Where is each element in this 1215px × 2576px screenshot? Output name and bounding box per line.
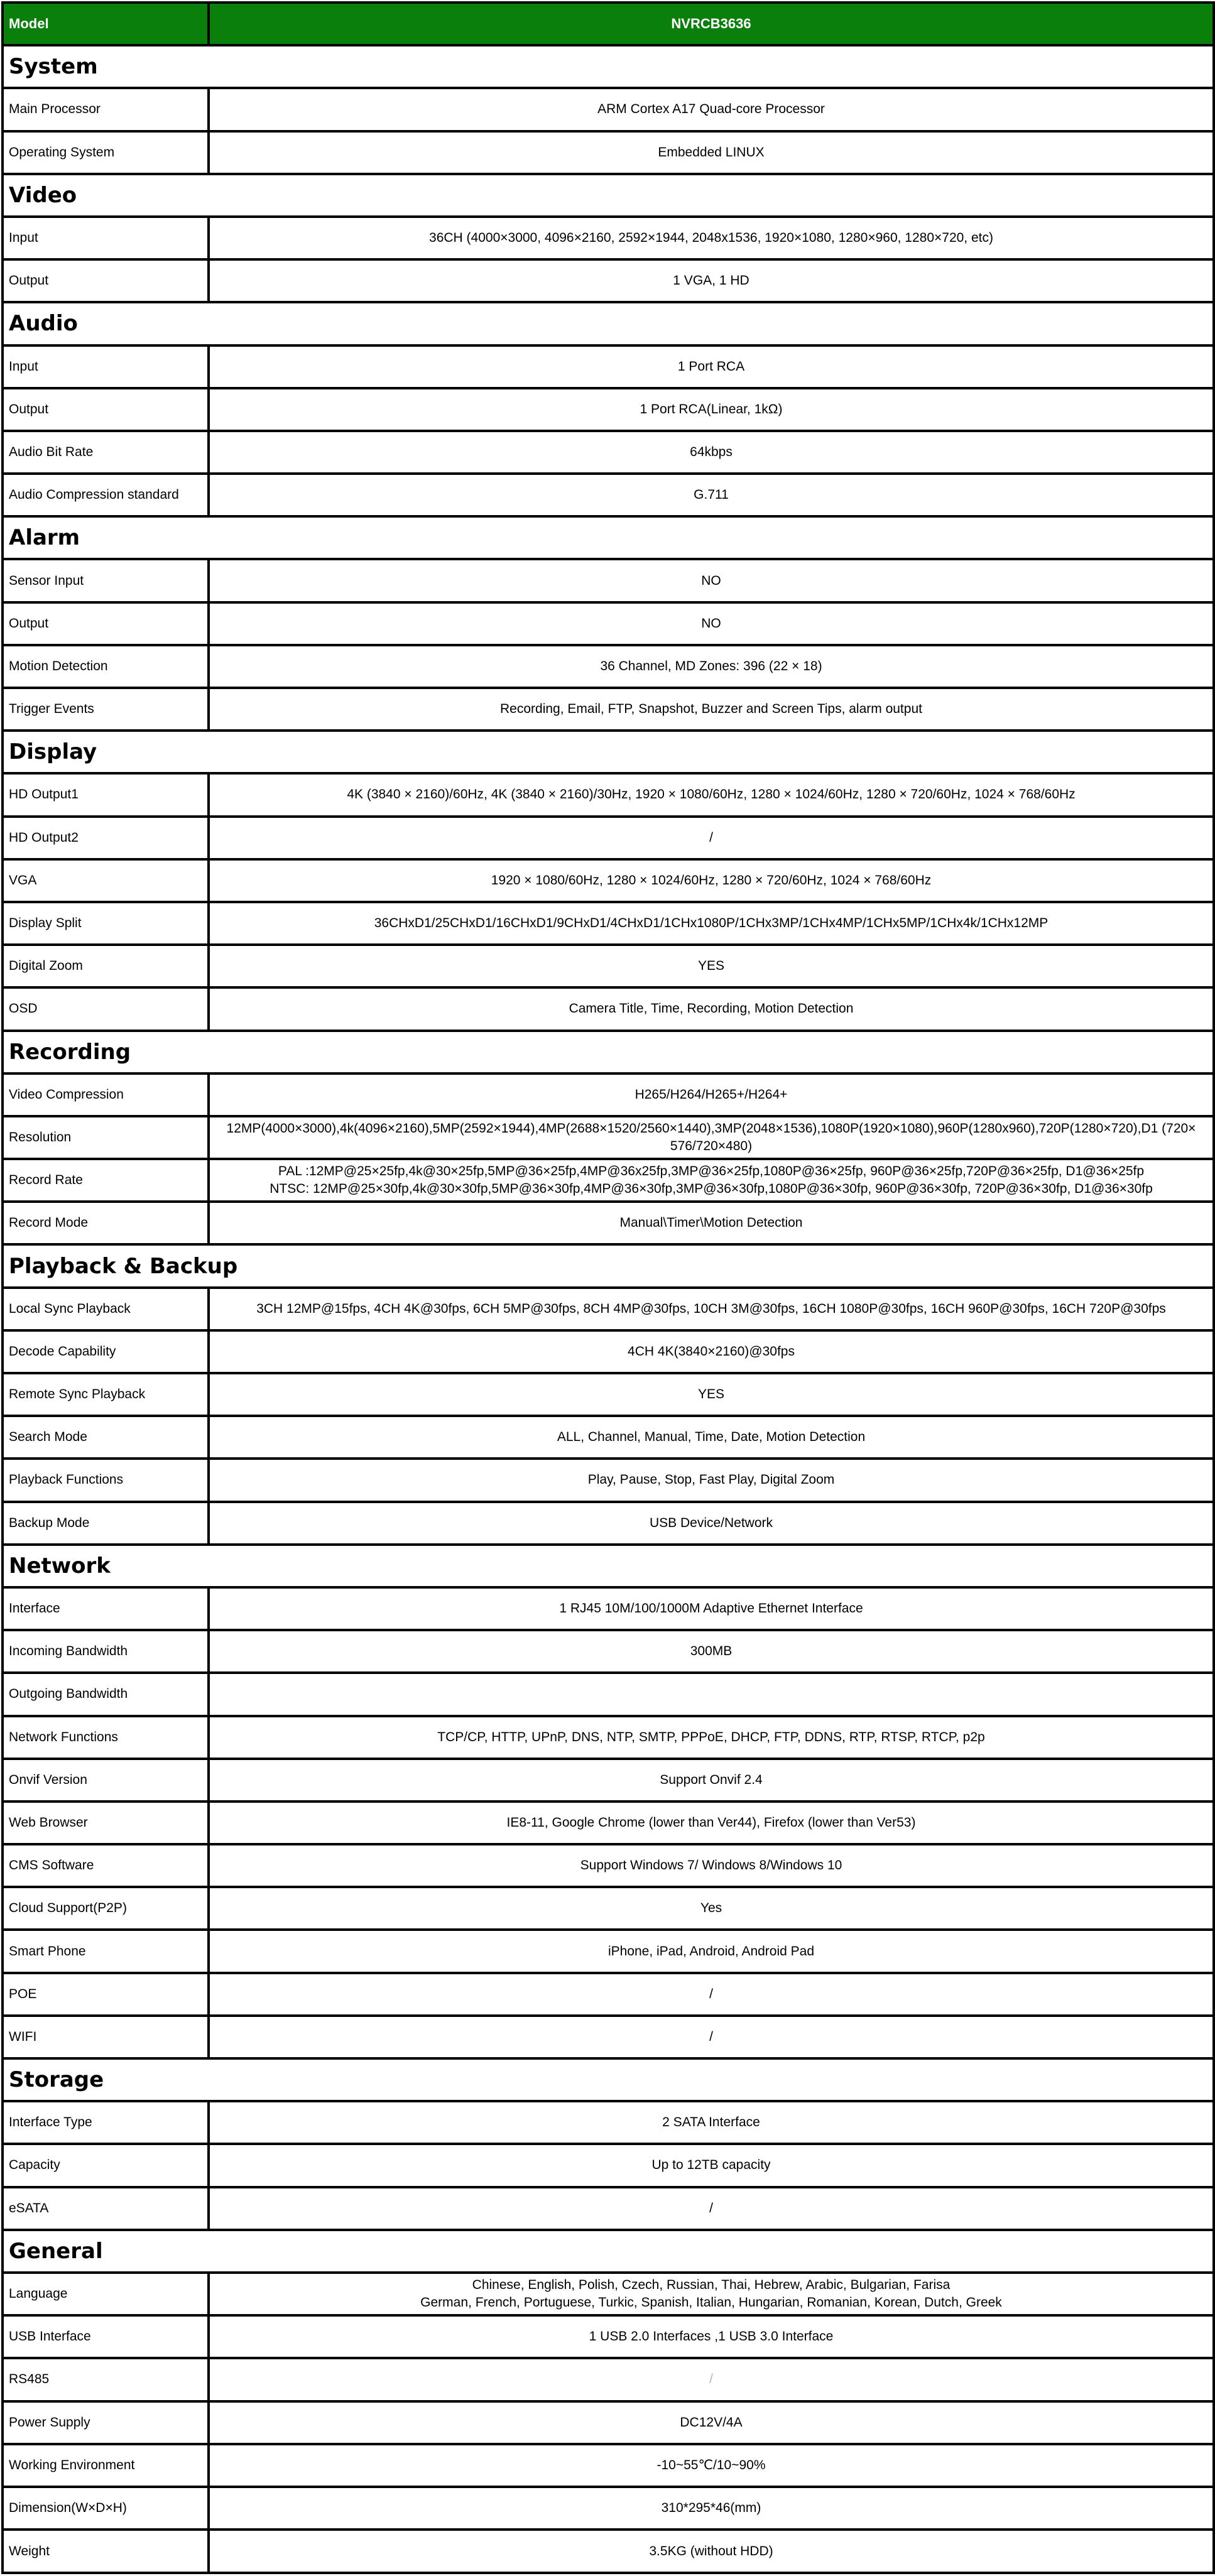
spec-row-playback-backup-decode-capability <box>3 1330 1214 1373</box>
spec-value <box>209 1630 1214 1673</box>
spec-label: RS485 <box>3 2358 209 2401</box>
spec-label: Decode Capability <box>3 1330 209 1373</box>
spec-label: CMS Software <box>3 1844 209 1887</box>
spec-row-recording-resolution <box>3 1116 1214 1159</box>
spec-row-general-working-environment <box>3 2444 1214 2487</box>
spec-value-line: Camera Title, Time, Recording, Motion Detection <box>569 1001 854 1016</box>
spec-label: Weight <box>3 2530 209 2573</box>
spec-value <box>209 1202 1214 1244</box>
spec-label: Operating System <box>3 131 209 174</box>
spec-row-audio-input <box>3 345 1214 388</box>
spec-label: Backup Mode <box>3 1502 209 1545</box>
spec-value-line: iPhone, iPad, Android, Android Pad <box>608 1943 815 1959</box>
section-title: Video <box>3 174 1214 217</box>
section-title: Display <box>3 731 1214 773</box>
spec-value <box>209 2016 1214 2058</box>
spec-label: OSD <box>3 987 209 1030</box>
spec-value <box>209 1716 1214 1759</box>
section-row-general <box>3 2230 1214 2273</box>
spec-value <box>209 602 1214 645</box>
section-row-playback-backup <box>3 1244 1214 1287</box>
spec-value-line: ARM Cortex A17 Quad-core Processor <box>597 102 825 117</box>
spec-value-line: ALL, Channel, Manual, Time, Date, Motion Detection <box>557 1430 866 1445</box>
spec-label: Digital Zoom <box>3 945 209 987</box>
spec-value <box>209 2273 1214 2315</box>
spec-value-line: / <box>709 2029 713 2044</box>
spec-row-storage-interface-type <box>3 2101 1214 2144</box>
spec-label: Video Compression <box>3 1073 209 1116</box>
spec-label: Audio Bit Rate <box>3 431 209 474</box>
spec-value-line: YES <box>697 1387 725 1402</box>
spec-row-general-power-supply <box>3 2401 1214 2444</box>
spec-value <box>209 1373 1214 1416</box>
spec-value <box>209 1587 1214 1630</box>
spec-row-audio-audio-bit-rate <box>3 431 1214 474</box>
spec-row-general-language <box>3 2273 1214 2315</box>
section-title: Recording <box>3 1031 1214 1073</box>
spec-label: Smart Phone <box>3 1930 209 1972</box>
spec-label: Interface <box>3 1587 209 1630</box>
spec-value <box>209 431 1214 474</box>
spec-value-line: Support Windows 7/ Windows 8/Windows 10 <box>580 1858 842 1873</box>
spec-label: Power Supply <box>3 2401 209 2444</box>
spec-value <box>209 345 1214 388</box>
spec-value-line: NO <box>701 573 721 588</box>
spec-row-system-operating-system <box>3 131 1214 174</box>
spec-label: HD Output1 <box>3 773 209 816</box>
model-header-row <box>3 3 1214 45</box>
spec-row-display-hd-output1 <box>3 773 1214 816</box>
spec-value <box>209 945 1214 987</box>
spec-row-system-main-processor <box>3 88 1214 131</box>
spec-value <box>209 131 1214 174</box>
spec-value <box>209 559 1214 602</box>
spec-row-playback-backup-playback-functions <box>3 1459 1214 1501</box>
spec-row-general-weight <box>3 2530 1214 2573</box>
spec-value <box>209 1887 1214 1930</box>
spec-label: Record Rate <box>3 1159 209 1202</box>
spec-label: Playback Functions <box>3 1459 209 1501</box>
spec-value <box>209 2187 1214 2230</box>
spec-value <box>209 1502 1214 1545</box>
section-row-network <box>3 1545 1214 1587</box>
spec-value-line: 1 Port RCA(Linear, 1kΩ) <box>640 401 783 416</box>
spec-row-playback-backup-search-mode <box>3 1416 1214 1459</box>
spec-row-playback-backup-local-sync-playback <box>3 1288 1214 1330</box>
spec-value <box>209 474 1214 516</box>
spec-value <box>209 2101 1214 2144</box>
spec-value <box>209 388 1214 431</box>
spec-label: eSATA <box>3 2187 209 2230</box>
spec-value <box>209 645 1214 688</box>
spec-value-line: / <box>709 2200 713 2215</box>
spec-value <box>209 859 1214 902</box>
spec-row-display-digital-zoom <box>3 945 1214 987</box>
spec-value <box>209 2144 1214 2187</box>
spec-row-network-poe <box>3 1973 1214 2016</box>
section-title: Storage <box>3 2058 1214 2101</box>
spec-row-video-input <box>3 217 1214 259</box>
spec-label: Motion Detection <box>3 645 209 688</box>
spec-row-network-interface <box>3 1587 1214 1630</box>
spec-row-recording-video-compression <box>3 1073 1214 1116</box>
model-label: Model <box>3 3 209 45</box>
spec-label: Onvif Version <box>3 1759 209 1802</box>
spec-label: Display Split <box>3 902 209 945</box>
spec-label: Interface Type <box>3 2101 209 2144</box>
spec-value <box>209 817 1214 859</box>
spec-value-line: NO <box>701 616 721 631</box>
spec-row-audio-output <box>3 388 1214 431</box>
spec-row-video-output <box>3 259 1214 302</box>
spec-value-line: H265/H264/H265+/H264+ <box>635 1087 788 1102</box>
section-row-display <box>3 731 1214 773</box>
spec-label: Incoming Bandwidth <box>3 1630 209 1673</box>
spec-value <box>209 2315 1214 2358</box>
section-title: Playback & Backup <box>3 1244 1214 1287</box>
spec-value <box>209 2444 1214 2487</box>
spec-row-alarm-output <box>3 602 1214 645</box>
section-row-system <box>3 45 1214 88</box>
spec-value-line: / <box>709 2372 713 2387</box>
spec-label: Resolution <box>3 1116 209 1159</box>
spec-value <box>209 2358 1214 2401</box>
spec-label: Search Mode <box>3 1416 209 1459</box>
spec-value-line: Embedded LINUX <box>658 144 765 160</box>
spec-value <box>209 1802 1214 1844</box>
spec-row-playback-backup-remote-sync-playback <box>3 1373 1214 1416</box>
spec-row-storage-esata <box>3 2187 1214 2230</box>
spec-value-line: 1 Port RCA <box>677 359 745 374</box>
spec-row-display-vga <box>3 859 1214 902</box>
spec-label: Sensor Input <box>3 559 209 602</box>
spec-value <box>209 1673 1214 1715</box>
spec-value-line: 3CH 12MP@15fps, 4CH 4K@30fps, 6CH 5MP@30fps, 8CH 4MP@30fps, 10CH 3M@30fps, 16CH 1080P@30fps, 16CH 960P@30fps, 16CH 720P@30fps <box>256 1301 1166 1316</box>
spec-label: Record Mode <box>3 1202 209 1244</box>
section-title: Audio <box>3 302 1214 345</box>
spec-value-line: 3.5KG (without HDD) <box>649 2543 773 2558</box>
spec-label: Input <box>3 217 209 259</box>
spec-value <box>209 1073 1214 1116</box>
spec-value-line: DC12V/4A <box>680 2415 743 2430</box>
section-title: Network <box>3 1545 1214 1587</box>
spec-value <box>209 217 1214 259</box>
spec-label: Audio Compression standard <box>3 474 209 516</box>
spec-value <box>209 1459 1214 1501</box>
spec-value-line: Play, Pause, Stop, Fast Play, Digital Zoom <box>587 1472 835 1487</box>
spec-value-line: 1 RJ45 10M/100/1000M Adaptive Ethernet Interface <box>559 1601 863 1616</box>
spec-label: Language <box>3 2273 209 2315</box>
spec-row-network-web-browser <box>3 1802 1214 1844</box>
spec-value-line: NTSC: 12MP@25×30fp,4k@30×30fp,5MP@36×30fp,4MP@36×30fp,3MP@36×30fp,1080P@36×30fp, 960P@36×30fp, 720P@36×30fp, D1@36×30fp <box>270 1182 1153 1197</box>
spec-label: Input <box>3 345 209 388</box>
spec-value <box>209 688 1214 731</box>
spec-value-line: 36CHxD1/25CHxD1/16CHxD1/9CHxD1/4CHxD1/1CHx1080P/1CHx3MP/1CHx4MP/1CHx5MP/1CHx4k/1CHx12MP <box>374 916 1049 931</box>
spec-value <box>209 1330 1214 1373</box>
spec-row-network-onvif-version <box>3 1759 1214 1802</box>
spec-value-line: Up to 12TB capacity <box>651 2158 771 2173</box>
spec-value-line: 1920 × 1080/60Hz, 1280 × 1024/60Hz, 1280 × 720/60Hz, 1024 × 768/60Hz <box>491 872 932 888</box>
spec-value-line: 4K (3840 × 2160)/60Hz, 4K (3840 × 2160)/30Hz, 1920 × 1080/60Hz, 1280 × 1024/60Hz, 1280 × 720/60Hz, 1024 × 768/60Hz <box>347 787 1076 802</box>
spec-value-line: -10~55℃/10~90% <box>657 2457 766 2472</box>
spec-label: Outgoing Bandwidth <box>3 1673 209 1715</box>
spec-value <box>209 1930 1214 1972</box>
spec-label: Dimension(W×D×H) <box>3 2487 209 2530</box>
spec-value-line: Support Onvif 2.4 <box>660 1772 763 1787</box>
spec-value-line: G.711 <box>694 487 729 503</box>
spec-row-network-outgoing-bandwidth <box>3 1673 1214 1715</box>
spec-value-line: / <box>709 830 713 845</box>
spec-row-network-incoming-bandwidth <box>3 1630 1214 1673</box>
spec-value <box>209 1116 1214 1159</box>
spec-label: Remote Sync Playback <box>3 1373 209 1416</box>
spec-value <box>209 88 1214 131</box>
spec-value <box>209 1973 1214 2016</box>
spec-value-line: 1 USB 2.0 Interfaces ,1 USB 3.0 Interface <box>589 2329 834 2344</box>
spec-value-line: German, French, Portuguese, Turkic, Spanish, Italian, Hungarian, Romanian, Korean, Dutch, Greek <box>420 2295 1002 2310</box>
spec-value-line: 300MB <box>690 1644 733 1659</box>
spec-value <box>209 1759 1214 1802</box>
spec-value-line: Yes <box>700 1901 722 1916</box>
spec-value-line: 2 SATA Interface <box>662 2115 760 2130</box>
spec-label: USB Interface <box>3 2315 209 2358</box>
section-title: System <box>3 45 1214 88</box>
spec-row-general-dimension-w-d-h <box>3 2487 1214 2530</box>
spec-value-line: 12MP(4000×3000),4k(4096×2160),5MP(2592×1944),4MP(2688×1520/2560×1440),3MP(2048×1536),1080P(1920×1080),960P(1280x960),720P(1280×720),D1 (720× <box>226 1121 1196 1136</box>
spec-row-network-cloud-support-p2p <box>3 1887 1214 1930</box>
spec-value <box>209 2401 1214 2444</box>
spec-value-line: 36 Channel, MD Zones: 396 (22 × 18) <box>600 658 822 673</box>
spec-value <box>209 773 1214 816</box>
spec-label: Output <box>3 259 209 302</box>
spec-row-alarm-trigger-events <box>3 688 1214 731</box>
spec-value-line: 310*295*46(mm) <box>661 2500 761 2515</box>
spec-row-recording-record-rate <box>3 1159 1214 1202</box>
spec-label: Cloud Support(P2P) <box>3 1887 209 1930</box>
spec-value-line: 1 VGA, 1 HD <box>673 273 749 288</box>
spec-row-general-usb-interface <box>3 2315 1214 2358</box>
spec-row-network-smart-phone <box>3 1930 1214 1972</box>
spec-value <box>209 987 1214 1030</box>
spec-label: Network Functions <box>3 1716 209 1759</box>
model-value: NVRCB3636 <box>209 3 1214 45</box>
spec-value-line: PAL :12MP@25×25fp,4k@30×25fp,5MP@36×25fp,4MP@36x25fp,3MP@36×25fp,1080P@36×25fp, 960P@36×25fp,720P@36×25fp, D1@36×25fp <box>278 1164 1145 1179</box>
spec-label: Trigger Events <box>3 688 209 731</box>
spec-value-line: IE8-11, Google Chrome (lower than Ver44), Firefox (lower than Ver53) <box>506 1815 916 1830</box>
spec-row-alarm-motion-detection <box>3 645 1214 688</box>
spec-label: Working Environment <box>3 2444 209 2487</box>
spec-value <box>209 2487 1214 2530</box>
spec-label: Main Processor <box>3 88 209 131</box>
spec-row-network-network-functions <box>3 1716 1214 1759</box>
spec-value-line: Manual\Timer\Motion Detection <box>619 1215 803 1231</box>
section-title: Alarm <box>3 516 1214 559</box>
spec-label: Output <box>3 602 209 645</box>
spec-value <box>209 902 1214 945</box>
spec-row-alarm-sensor-input <box>3 559 1214 602</box>
spec-label: Capacity <box>3 2144 209 2187</box>
section-row-recording <box>3 1031 1214 1073</box>
section-row-audio <box>3 302 1214 345</box>
spec-table-body <box>3 3 1214 2573</box>
spec-label: WIFI <box>3 2016 209 2058</box>
spec-value-line: USB Device/Network <box>649 1515 773 1530</box>
spec-value-line: 64kbps <box>690 444 733 459</box>
spec-value-line: TCP/CP, HTTP, UPnP, DNS, NTP, SMTP, PPPoE, DHCP, FTP, DDNS, RTP, RTSP, RTCP, p2p <box>437 1729 985 1744</box>
spec-label: Web Browser <box>3 1802 209 1844</box>
spec-label: Output <box>3 388 209 431</box>
spec-row-playback-backup-backup-mode <box>3 1502 1214 1545</box>
spec-value <box>209 1844 1214 1887</box>
spec-row-display-display-split <box>3 902 1214 945</box>
spec-row-audio-audio-compression-standard <box>3 474 1214 516</box>
spec-value <box>209 1288 1214 1330</box>
spec-row-display-osd <box>3 987 1214 1030</box>
spec-row-network-wifi <box>3 2016 1214 2058</box>
spec-value <box>209 1416 1214 1459</box>
spec-value-line: / <box>709 1986 713 2001</box>
spec-label: POE <box>3 1973 209 2016</box>
spec-row-recording-record-mode <box>3 1202 1214 1244</box>
spec-value <box>209 2530 1214 2573</box>
spec-value-line: Recording, Email, FTP, Snapshot, Buzzer and Screen Tips, alarm output <box>500 702 922 717</box>
spec-value-line: 36CH (4000×3000, 4096×2160, 2592×1944, 2048x1536, 1920×1080, 1280×960, 1280×720, etc) <box>429 231 993 246</box>
spec-value-line: Chinese, English, Polish, Czech, Russian, Thai, Hebrew, Arabic, Bulgarian, Farisa <box>472 2278 951 2293</box>
spec-label: VGA <box>3 859 209 902</box>
spec-value-line: 576/720×480) <box>670 1138 753 1153</box>
spec-value <box>209 259 1214 302</box>
spec-value-line: 4CH 4K(3840×2160)@30fps <box>628 1344 795 1359</box>
spec-label: HD Output2 <box>3 817 209 859</box>
section-title: General <box>3 2230 1214 2273</box>
spec-row-storage-capacity <box>3 2144 1214 2187</box>
spec-value <box>209 1159 1214 1202</box>
spec-row-network-cms-software <box>3 1844 1214 1887</box>
section-row-video <box>3 174 1214 217</box>
section-row-alarm <box>3 516 1214 559</box>
section-row-storage <box>3 2058 1214 2101</box>
spec-table <box>1 1 1215 2574</box>
spec-value-line: YES <box>697 959 725 974</box>
spec-label: Local Sync Playback <box>3 1288 209 1330</box>
spec-row-general-rs485 <box>3 2358 1214 2401</box>
spec-row-display-hd-output2 <box>3 817 1214 859</box>
